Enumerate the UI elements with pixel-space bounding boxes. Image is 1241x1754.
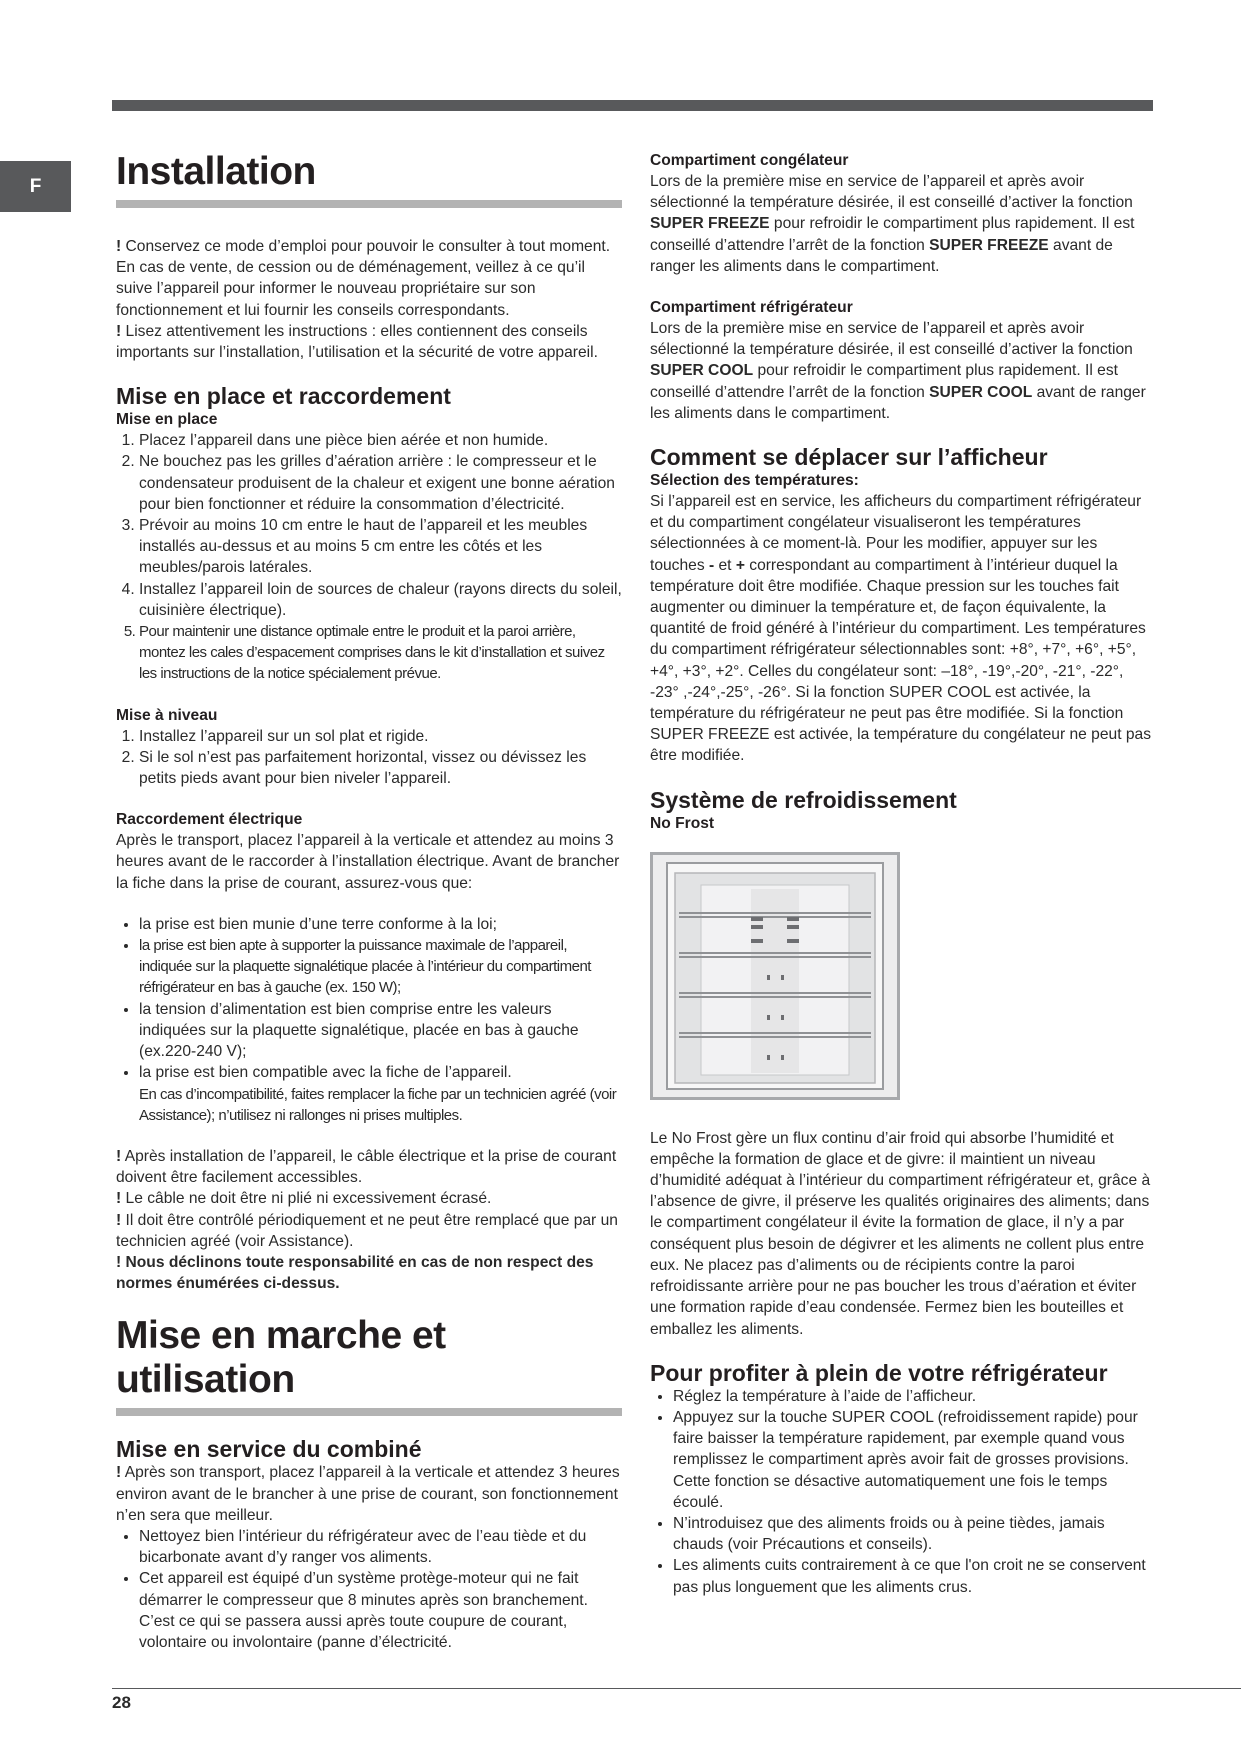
installation-intro-1: ! Conservez ce mode d’emploi pour pouvoir le consulter à tout moment. En cas de vente, de cession ou de déménagement, veillez à ce qu’il suive l’appareil pour informer le nouveau propriétaire sur son fonctionnement et lui fournir les conseils correspondants.: [116, 238, 611, 319]
left-column: [116, 150, 622, 1653]
installation-title: Installation: [116, 150, 622, 208]
profiter-heading: Pour profiter à plein de votre réfrigérateur: [650, 1359, 1108, 1386]
warning-4: ! Nous déclinons toute responsabilité en cas de non respect des normes énumérées ci-dessus.: [116, 1253, 594, 1293]
mise-en-service-list: [116, 1526, 622, 1653]
bottom-rule: [112, 1688, 1241, 1689]
fridge-interior-image: [650, 852, 900, 1100]
list-item: • Nettoyez bien l’intérieur du réfrigérateur avec de l’eau tiède et du bicarbonate avant d’y ranger vos aliments.: [139, 1526, 622, 1568]
list-item: 1. Installez l’appareil sur un sol plat et rigide.: [139, 726, 622, 747]
list-item: • la prise est bien compatible avec la fiche de l’appareil.: [139, 1062, 622, 1083]
afficheur-text: Si l’appareil est en service, les afficheurs du compartiment réfrigérateur et du compartiment congélateur visualiseront les températures sélectionnées à ce moment-là. Pour les modifier, appuyer sur les touches - et + correspondant au compartiment à l’intérieur duquel la température doit être modifiée. Chaque pression sur les touches fait augmenter ou diminuer la température et, de façon équivalente, la quantité de froid généré à l’intérieur du compartiment. Les températures du compartiment réfrigérateur sélectionnables sont: +8°, +7°, +6°, +5°, +4°, +3°, +2°. Celles du congélateur sont: –18°, -19°,-20°, -21°, -22°, -23° ,-24°,-25°, -26°. Si la fonction SUPER COOL est activée, la température du réfrigérateur ne peut pas être modifiée. Si la fonction SUPER FREEZE est activée, la température du congélateur ne peut pas être modifiée.: [650, 493, 1151, 765]
refrigerateur-text: Lors de la première mise en service de l’appareil et après avoir sélectionné la température désirée, il est conseillé d’activer la fonction SUPER COOL pour refroidir le compartiment plus rapidement. Il est conseillé d’attendre l’arrêt de la fonction SUPER COOL avant de ranger les aliments dans le compartiment.: [650, 320, 1146, 422]
top-rule: [112, 100, 1153, 111]
mise-a-niveau-subheading: Mise à niveau: [116, 706, 218, 724]
list-item: 1. Placez l’appareil dans une pièce bien aérée et non humide.: [139, 430, 622, 451]
mise-en-place-subheading: Mise en place: [116, 411, 218, 429]
no-frost-subheading: No Frost: [650, 814, 715, 832]
list-item: 2. Ne bouchez pas les grilles d’aération arrière : le compresseur et le condensateur produisent de la chaleur et exigent une bonne aération pour bien fonctionner et réduire la consommation d’électricité.: [139, 451, 622, 515]
page-number: 28: [112, 1693, 131, 1712]
installation-intro-2: ! Lisez attentivement les instructions : elles contiennent des conseils importants sur l’installation, l’utilisation et la sécurité de votre appareil.: [116, 322, 598, 362]
mise-en-place-list: [116, 430, 622, 684]
list-item: • la prise est bien apte à supporter la puissance maximale de l’appareil, indiquée sur la plaquette signalétique placée à l’intérieur du compartiment réfrigérateur en bas à gauche (ex. 150 W);: [139, 935, 622, 999]
congelateur-heading: Compartiment congélateur: [650, 152, 849, 169]
refrigerateur-heading: Compartiment réfrigérateur: [650, 299, 853, 317]
afficheur-subheading: Sélection des températures:: [650, 472, 859, 490]
list-item: • la tension d’alimentation est bien comprise entre les valeurs indiquées sur la plaquette signalétique, placée en bas à gauche (ex.220-240 V);: [139, 999, 622, 1063]
congelateur-text: Lors de la première mise en service de l’appareil et après avoir sélectionné la température désirée, il est conseillé d’activer la fonction SUPER FREEZE pour refroidir le compartiment plus rapidement. Il est conseillé d’attendre l’arrêt de la fonction SUPER FREEZE avant de ranger les aliments dans le compartiment.: [650, 173, 1135, 275]
profiter-list: [650, 1386, 1156, 1598]
list-item: • Cet appareil est équipé d’un système protège-moteur qui ne fait démarrer le compresseur que 8 minutes après son branchement. C’est ce qui se passera aussi après toute coupure de courant, volontaire ou involontaire (panne d’électricité.: [139, 1568, 622, 1653]
list-item: • Les aliments cuits contrairement à ce que l'on croit ne se conservent pas plus longuement que les aliments crus.: [673, 1555, 1156, 1597]
fridge-interior-drawing: [653, 855, 897, 1097]
list-item: • Appuyez sur la touche SUPER COOL (refroidissement rapide) pour faire baisser la température rapidement, par exemple quand vous remplissez le compartiment après avoir fait de grosses provisions. Cette fonction se désactive automatiquement une fois le temps écoulé.: [673, 1407, 1156, 1513]
mise-a-niveau-list: [116, 726, 622, 790]
mise-en-place-heading: Mise en place et raccordement: [116, 383, 451, 410]
refroidissement-heading: Système de refroidissement: [650, 786, 957, 813]
list-item: 3. Prévoir au moins 10 cm entre le haut de l’appareil et les meubles installés au-dessus et au moins 5 cm entre les côtés et les meubles/parois latérales.: [139, 515, 622, 579]
raccordement-incompat: En cas d’incompatibilité, faites remplacer la fiche par un technicien agréé (voir Assistance); n’utilisez ni rallonges ni prises multiples.: [139, 1085, 617, 1124]
mise-en-service-heading: Mise en service du combiné: [116, 1436, 422, 1463]
raccordement-list: [116, 914, 622, 1084]
warning-3: ! Il doit être contrôlé périodiquement et ne peut être remplacé que par un technicien agréé (voir Assistance).: [116, 1211, 618, 1250]
warning-1: ! Après installation de l’appareil, le câble électrique et la prise de courant doivent être facilement accessibles.: [116, 1147, 617, 1187]
warning-2: ! Le câble ne doit être ni plié ni excessivement écrasé.: [116, 1190, 492, 1208]
list-item: 2. Si le sol n’est pas parfaitement horizontal, vissez ou dévissez les petits pieds avant pour bien niveler l’appareil.: [139, 747, 622, 789]
raccordement-intro: Après le transport, placez l’appareil à la verticale et attendez au moins 3 heures avant de le raccorder à l’installation électrique. Avant de brancher la fiche dans la prise de courant, assurez-vous que:: [116, 832, 620, 892]
list-item: • la prise est bien munie d’une terre conforme à la loi;: [139, 914, 622, 935]
right-column: [650, 150, 1156, 1598]
mise-en-service-intro: ! Après son transport, placez l’appareil à la verticale et attendez 3 heures environ avant de le brancher à une prise de courant, son fonctionnement n’en sera que meilleur.: [116, 1464, 620, 1524]
language-tab: F: [0, 161, 71, 212]
list-item: • Réglez la température à l’aide de l’afficheur.: [673, 1386, 1156, 1407]
list-item: 4. Installez l’appareil loin de sources de chaleur (rayons directs du soleil, cuisinière électrique).: [139, 579, 622, 621]
list-item: • N’introduisez que des aliments froids ou à peine tièdes, jamais chauds (voir Précautions et conseils).: [673, 1513, 1156, 1555]
mise-en-marche-title: Mise en marche et utilisation: [116, 1314, 622, 1416]
afficheur-heading: Comment se déplacer sur l’afficheur: [650, 444, 1048, 471]
raccordement-subheading: Raccordement électrique: [116, 811, 303, 829]
list-item: 5. Pour maintenir une distance optimale entre le produit et la paroi arrière, montez les cales d’espacement comprises dans le kit d’installation et suivez les instructions de la notice spécialement prévue.: [139, 621, 622, 685]
no-frost-text: Le No Frost gère un flux continu d’air froid qui absorbe l’humidité et empêche la formation de glace et de givre: il maintient un niveau d’humidité adéquat à l’intérieur du compartiment réfrigérateur et, grâce à l’absence de givre, il préserve les qualités originaires des aliments; dans le compartiment congélateur il évite la formation de glace, il n’y a par conséquent plus besoin de dégivrer et les aliments ne collent plus entre eux. Ne placez pas d’aliments ou de récipients contre la paroi refroidissante arrière pour ne pas boucher les trous d’aération et éviter une formation rapide d’eau condensée. Fermez bien les bouteilles et emballez les aliments.: [650, 1129, 1151, 1338]
